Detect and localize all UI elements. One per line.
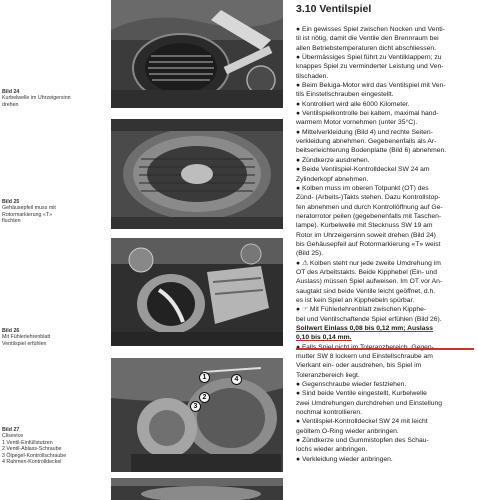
figure-24-line: Kurbelwelle im Uhrzeigersinn xyxy=(2,95,71,102)
text-line: neratorrotor peilen (gegebenenfalls mit Taschen- xyxy=(296,212,442,220)
text-line: ● Sind beide Ventile eingestellt, Kurbelwelle xyxy=(296,390,427,398)
text-line: ● Mittelverkleidung (Bild 4) und rechte Seiten- xyxy=(296,128,433,136)
figure-25-title: Bild 25 xyxy=(2,199,20,205)
paragraph xyxy=(296,417,474,436)
figure-27-line: 2 Ventil-Ablass-Schraube xyxy=(2,446,62,453)
figure-27-line: 1 Ventil-Einfüllstutzen xyxy=(2,439,53,446)
paragraph xyxy=(296,25,474,53)
figure-27-line: 4 Rahmen-Kontrolldeckel xyxy=(2,459,62,466)
text-line: lochs wieder anbringen. xyxy=(296,446,368,454)
figure-25-line: Rotormarkierung «T» xyxy=(2,211,53,218)
text-line: ● Ventilspiel-Kontrolldeckel SW 24 mit leicht xyxy=(296,418,428,426)
figure-25-line: Gehäusepfeil muss mit xyxy=(2,205,56,212)
paragraph xyxy=(296,455,474,464)
spec-highlight-rule xyxy=(296,348,474,350)
text-line: knappes Spiel zu verminderter Leistung und Ven- xyxy=(296,63,444,71)
instructions-text xyxy=(296,25,474,464)
callout-2: 2 xyxy=(199,392,210,403)
text-line: tils Einstellschrauben eingestellt. xyxy=(296,91,394,99)
figure-25-caption xyxy=(2,199,107,225)
text-line: lampe). Kurbelwelle mit Stecknuss SW 19 am xyxy=(296,222,433,230)
text-line: bel und Ventilschaftende Spiel erfühlen (Bild 26). xyxy=(296,315,442,323)
text-line: es ist kein Spiel an Kipphebeln spürbar. xyxy=(296,296,415,304)
text-line: ● Ein gewisses Spiel zwischen Nocken und Venti- xyxy=(296,26,445,33)
paragraph xyxy=(296,81,474,100)
clearance-spec-line: Sollwert Einlass 0,08 bis 0,12 mm; Auslass xyxy=(296,325,434,332)
figure-24-caption xyxy=(2,89,107,108)
text-line: Toleranzbereich liegt. xyxy=(296,371,360,379)
text-line: ● Verkleidung wieder anbringen. xyxy=(296,455,393,463)
figure-27-caption xyxy=(2,427,107,465)
text-line: ● Beim Beluga-Motor wird das Ventilspiel mit Ven- xyxy=(296,82,446,90)
text-line: fen abnehmen und durch Kontrollöffnung auf Ge- xyxy=(296,203,443,211)
text-line: allen Betriebstemperaturen dicht abschliessen. xyxy=(296,44,436,52)
paragraph xyxy=(296,156,474,165)
paragraph xyxy=(296,53,474,81)
paragraph xyxy=(296,128,474,156)
text-line: verkleidung abnehmen. Gegebenenfalls als Ar- xyxy=(296,138,437,146)
paragraph xyxy=(296,184,474,259)
figure-25-line: fluchten xyxy=(2,218,21,225)
text-line: (Bild 25). xyxy=(296,250,324,258)
section-heading: 3.10 Ventilspiel xyxy=(296,3,372,15)
text-line: zwei Umdrehungen durchdrehen und Einstellung xyxy=(296,399,442,407)
figure-27-line: Clisevice xyxy=(2,433,24,440)
figure-27-photo xyxy=(111,358,283,472)
figure-26-line: Ventilspiel erfühlen xyxy=(2,340,47,347)
paragraph xyxy=(296,436,474,455)
text-line: saugtakt sind beide Ventile leicht geöffnet, d.h. xyxy=(296,287,436,295)
figure-24-photo xyxy=(111,0,283,108)
text-line: ● Zündkerze ausdrehen. xyxy=(296,156,370,164)
warning-paragraph xyxy=(296,259,474,306)
figure-26-line: Mit Fühlerlehrenblatt xyxy=(2,334,51,341)
text-line: ● Gegenschraube wieder festziehen. xyxy=(296,381,407,389)
callout-4: 4 xyxy=(231,374,242,385)
callout-3: 3 xyxy=(190,401,201,412)
figure-24-title: Bild 24 xyxy=(2,89,20,95)
text-line: til ist nötig, damit die Ventile den Brennraum bei xyxy=(296,35,439,43)
text-line: OT des Arbeitstakts. Beide Kipphebel (Ein- und xyxy=(296,268,437,276)
text-line: mutter SW 8 lockern und Einstellschraube am xyxy=(296,353,433,361)
figure-27-line: 3 Ölpegel-Kontrollschraube xyxy=(2,452,67,459)
figure-26-photo xyxy=(111,238,283,346)
figure-24-line: drehen xyxy=(2,101,19,108)
callout-1: 1 xyxy=(199,372,210,383)
figure-25-photo xyxy=(111,119,283,229)
figure-26-caption xyxy=(2,328,107,347)
text-line: ● ☞ Mit Fühlerlehrenblatt zwischen Kipphe- xyxy=(296,306,427,314)
text-line: ● Ventilspielkontrolle bei kaltem, maximal hand- xyxy=(296,110,439,118)
paragraph xyxy=(296,165,474,184)
text-line: bis Gehäusepfeil auf Rotormarkierung «T» weist xyxy=(296,240,441,248)
clearance-spec-line: 0,10 bis 0,14 mm. xyxy=(296,334,352,342)
text-line: Vierkant ein- oder ausdrehen, bis Spiel im xyxy=(296,362,422,370)
text-line: ● Beide Ventilspiel-Kontrolldeckel SW 24 am xyxy=(296,166,430,174)
feeler-gauge-paragraph xyxy=(296,305,474,324)
text-line: Auslass) müssen Spiel aufweisen. Im OT vor An- xyxy=(296,278,443,286)
text-line: ● Zündkerze und Gummistopfen des Schau- xyxy=(296,437,429,445)
text-line: Zylinderkopf abnehmen. xyxy=(296,175,369,183)
text-line: ● Kolben muss im oberen Totpunkt (OT) des xyxy=(296,184,429,192)
figure-26-title: Bild 26 xyxy=(2,328,20,334)
paragraph xyxy=(296,100,474,109)
figure-27-title: Bild 27 xyxy=(2,427,20,433)
clearance-spec xyxy=(296,324,474,343)
text-line: tilschaden. xyxy=(296,72,329,80)
paragraph xyxy=(296,380,474,389)
text-line: Rotor im Uhrzeigersinn soweit drehen (Bild 24) xyxy=(296,231,436,239)
figure-28-photo xyxy=(111,478,283,500)
paragraph xyxy=(296,109,474,128)
text-line: beitserleichterung Bodenplatte (Bild 6) abnehmen. xyxy=(296,147,447,155)
text-line: Zünd- (Arbeits-)Takts stehen. Dazu Kontrollstop- xyxy=(296,194,441,202)
text-line: ● Übermässiges Spiel führt zu Ventilklappern; zu xyxy=(296,54,442,62)
text-line: ● ⚠ Kolben steht nur jede zweite Umdrehung im xyxy=(296,259,441,267)
text-line: nochmal kontrollieren. xyxy=(296,409,363,417)
text-line: ● Kontrolliert wird alle 6000 Kilometer. xyxy=(296,100,410,108)
text-line: warmem Motor vornehmen (unter 35°C). xyxy=(296,119,418,127)
paragraph xyxy=(296,389,474,417)
text-line: geöltem O-Ring wieder anbringen. xyxy=(296,427,399,435)
